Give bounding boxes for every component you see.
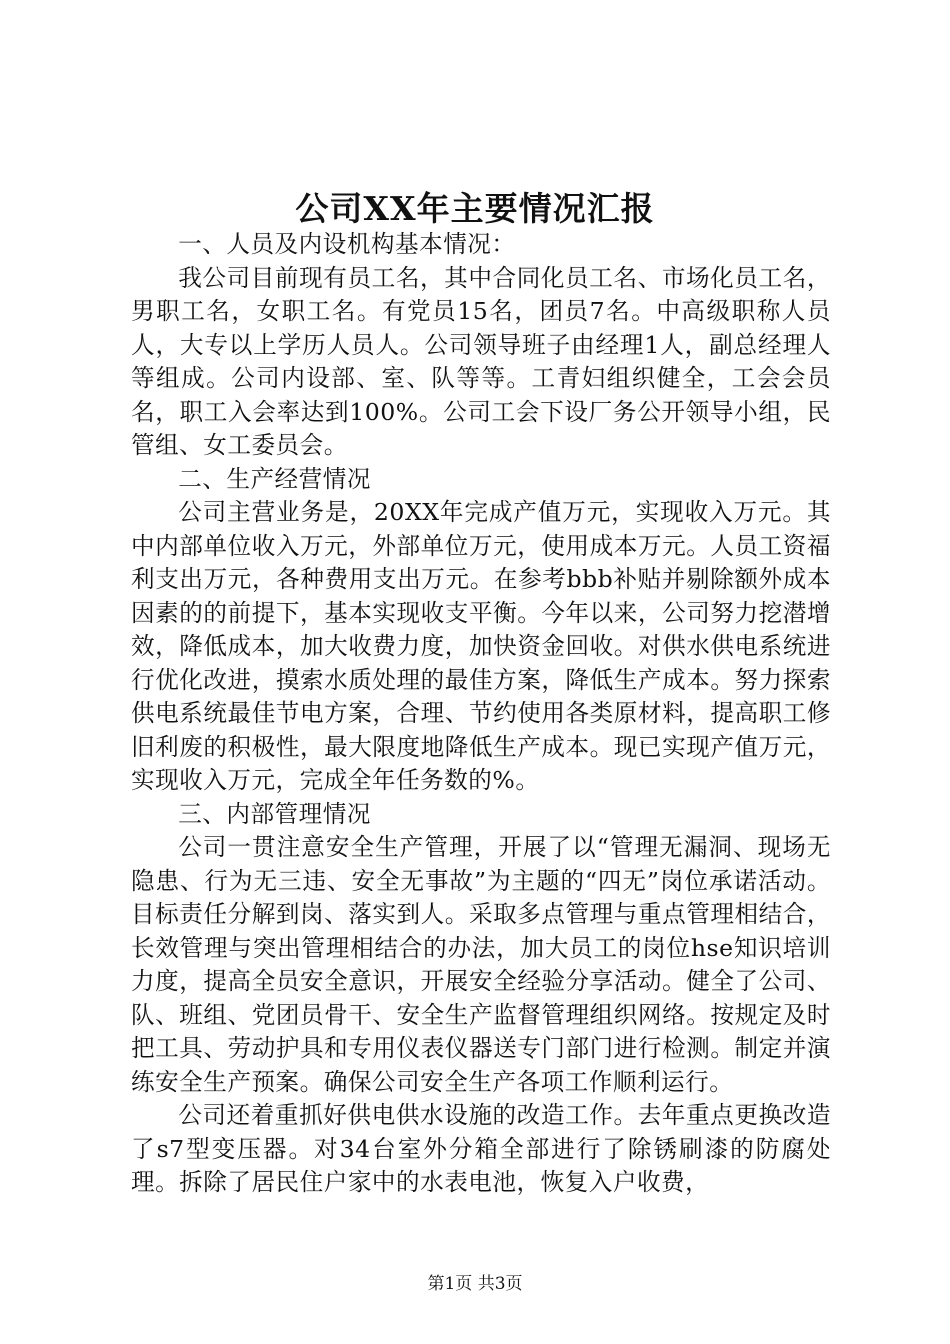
paragraph-facility-upgrade: 公司还着重抓好供电供水设施的改造工作。去年重点更换改造了s7型变压器。对34台室外分箱全部进行了除锈刷漆的防腐处理。拆除了居民住户家中的水表电池，恢复入户收费，	[131, 1101, 831, 1196]
section-heading-personnel: 一、人员及内设机构基本情况：	[178, 230, 516, 258]
document-title: 公司XX年主要情况汇报	[295, 189, 655, 228]
document-body	[131, 228, 831, 1200]
section-heading-operations: 二、生产经营情况	[178, 464, 371, 493]
page-number-footer: 第1页 共3页	[427, 1274, 523, 1294]
section-heading-management: 三、内部管理情况	[178, 799, 371, 828]
paragraph-safety-management: 公司一贯注意安全生产管理，开展了以“管理无漏洞、现场无隐患、行为无三违、安全无事故”为主题的“四无”岗位承诺活动。目标责任分解到岗、落实到人。采取多点管理与重点管理相结合，长效管理与突出管理相结合的办法，加大员工的岗位hse知识培训力度，提高全员安全意识，开展安全经验分享活动。健全了公司、队、班组、党团员骨干、安全生产监督管理组织网络。按规定及时把工具、劳动护具和专用仪表仪器送专门部门进行检测。制定并演练安全生产预案。确保公司安全生产各项工作顺利运行。	[131, 833, 831, 1096]
paragraph-operations: 公司主营业务是，20XX年完成产值万元，实现收入万元。其中内部单位收入万元，外部单位万元，使用成本万元。人员工资福利支出万元，各种费用支出万元。在参考bbb补贴并剔除额外成本因素的的前提下，基本实现收支平衡。今年以来，公司努力挖潜增效，降低成本，加大收费力度，加快资金回收。对供水供电系统进行优化改进，摸索水质处理的最佳方案，降低生产成本。努力探索供电系统最佳节电方案，合理、节约使用各类原材料，提高职工修旧利废的积极性，最大限度地降低生产成本。现已实现产值万元，实现收入万元，完成全年任务数的%。	[131, 498, 831, 794]
paragraph-personnel: 我公司目前现有员工名，其中合同化员工名、市场化员工名，男职工名，女职工名。有党员15名，团员7名。中高级职称人员人，大专以上学历人员人。公司领导班子由经理1人，副总经理人等组成。公司内设部、室、队等等。工青妇组织健全，工会会员名，职工入会率达到100%。公司工会下设厂务公开领导小组，民管组、女工委员会。	[131, 263, 831, 459]
